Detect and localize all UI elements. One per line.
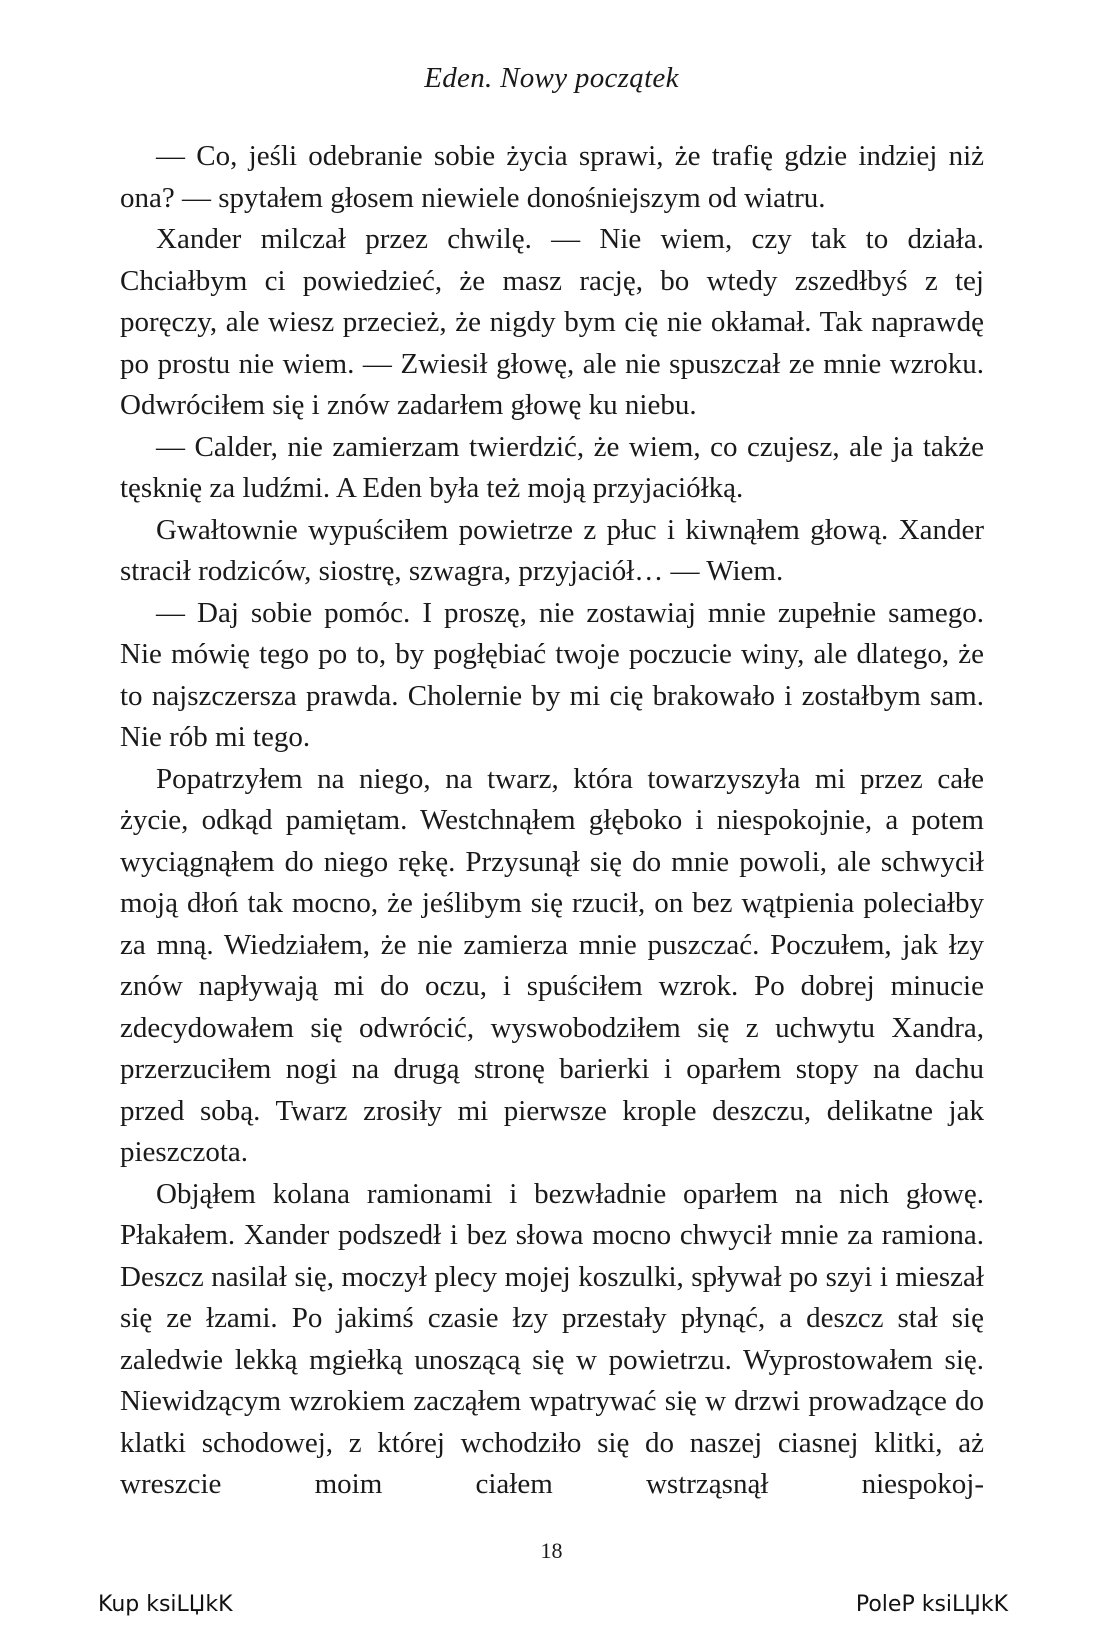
page-number: 18 — [540, 1538, 563, 1563]
paragraph: Xander milczał przez chwilę. — Nie wiem, czy tak to działa. Chciałbym ci powiedzieć, że masz rację, bo wtedy zszedłbyś z tej poręczy, ale wiesz przecież, że nigdy bym cię nie okłamał. Tak naprawdę po prostu nie wiem. — Zwiesił głowę, ale nie spuszczał ze mnie wzroku. Odwróciłem się i znów zadarłem głowę ku niebu. — [120, 223, 984, 421]
paragraph: Popatrzyłem na niego, na twarz, która towarzyszyła mi przez całe życie, odkąd pamiętam. Westchnąłem głęboko i niespokojnie, a potem wyciągnąłem do niego rękę. Przysunął się do mnie powoli, ale schwycił moją dłoń tak mocno, że jeślibym się rzucił, on bez wątpienia poleciałby za mną. Wiedziałem, że nie zamierza mnie puszczać. Poczułem, jak łzy znów napływają mi do oczu, i spuściłem wzrok. Po dobrej minucie zdecydowałem się odwrócić, wyswobodziłem się z uchwytu Xandra, przerzuciłem nogi na drugą stronę barierki i oparłem stopy na dachu przed sobą. Twarz zrosiły mi pierwsze krople deszczu, delikatne jak pieszczota. — [120, 762, 984, 1168]
running-head-title: Eden. Nowy początek — [424, 62, 679, 94]
page-body-text — [120, 136, 984, 1506]
paragraph: Objąłem kolana ramionami i bezwładnie oparłem na nich głowę. Płakałem. Xander podszedł i bez słowa mocno chwycił mnie za ramiona. Deszcz nasilał się, moczył plecy mojej koszulki, spływał po szyi i mieszał się ze łzami. Po jakimś czasie łzy przestały płynąć, a deszcz stał się zaledwie lekką mgiełką unoszącą się w powietrzu. Wyprostowałem się. Niewidzącym wzrokiem zacząłem wpatrywać się w drzwi prowadzące do klatki schodowej, z której wchodziło się do naszej ciasnej klitki, aż wreszcie moim ciałem wstrząsnął niespokoj- — [120, 1177, 984, 1500]
paragraph: — Co, jeśli odebranie sobie życia sprawi, że trafię gdzie indziej niż ona? — spytałem głosem niewiele donośniejszym od wiatru. — [120, 140, 984, 214]
paragraph: — Calder, nie zamierzam twierdzić, że wiem, co czujesz, ale ja także tęsknię za ludźmi. A Eden była też moją przyjaciółką. — [120, 430, 984, 504]
paragraph: — Daj sobie pomóc. I proszę, nie zostawiaj mnie zupełnie samego. Nie mówię tego po to, by pogłębiać twoje poczucie winy, ale dlatego, że to najszczersza prawda. Cholernie by mi cię brakowało i zostałbym sam. Nie rób mi tego. — [120, 596, 984, 753]
buy-book-link[interactable]: Kup ksiLЏkK — [98, 1592, 233, 1617]
paragraph: Gwałtownie wypuściłem powietrze z płuc i kiwnąłem głową. Xander stracił rodziców, siostrę, szwagra, przyjaciół… — Wiem. — [120, 513, 984, 587]
recommend-book-link[interactable]: PoleP ksiLЏkK — [855, 1592, 1008, 1617]
